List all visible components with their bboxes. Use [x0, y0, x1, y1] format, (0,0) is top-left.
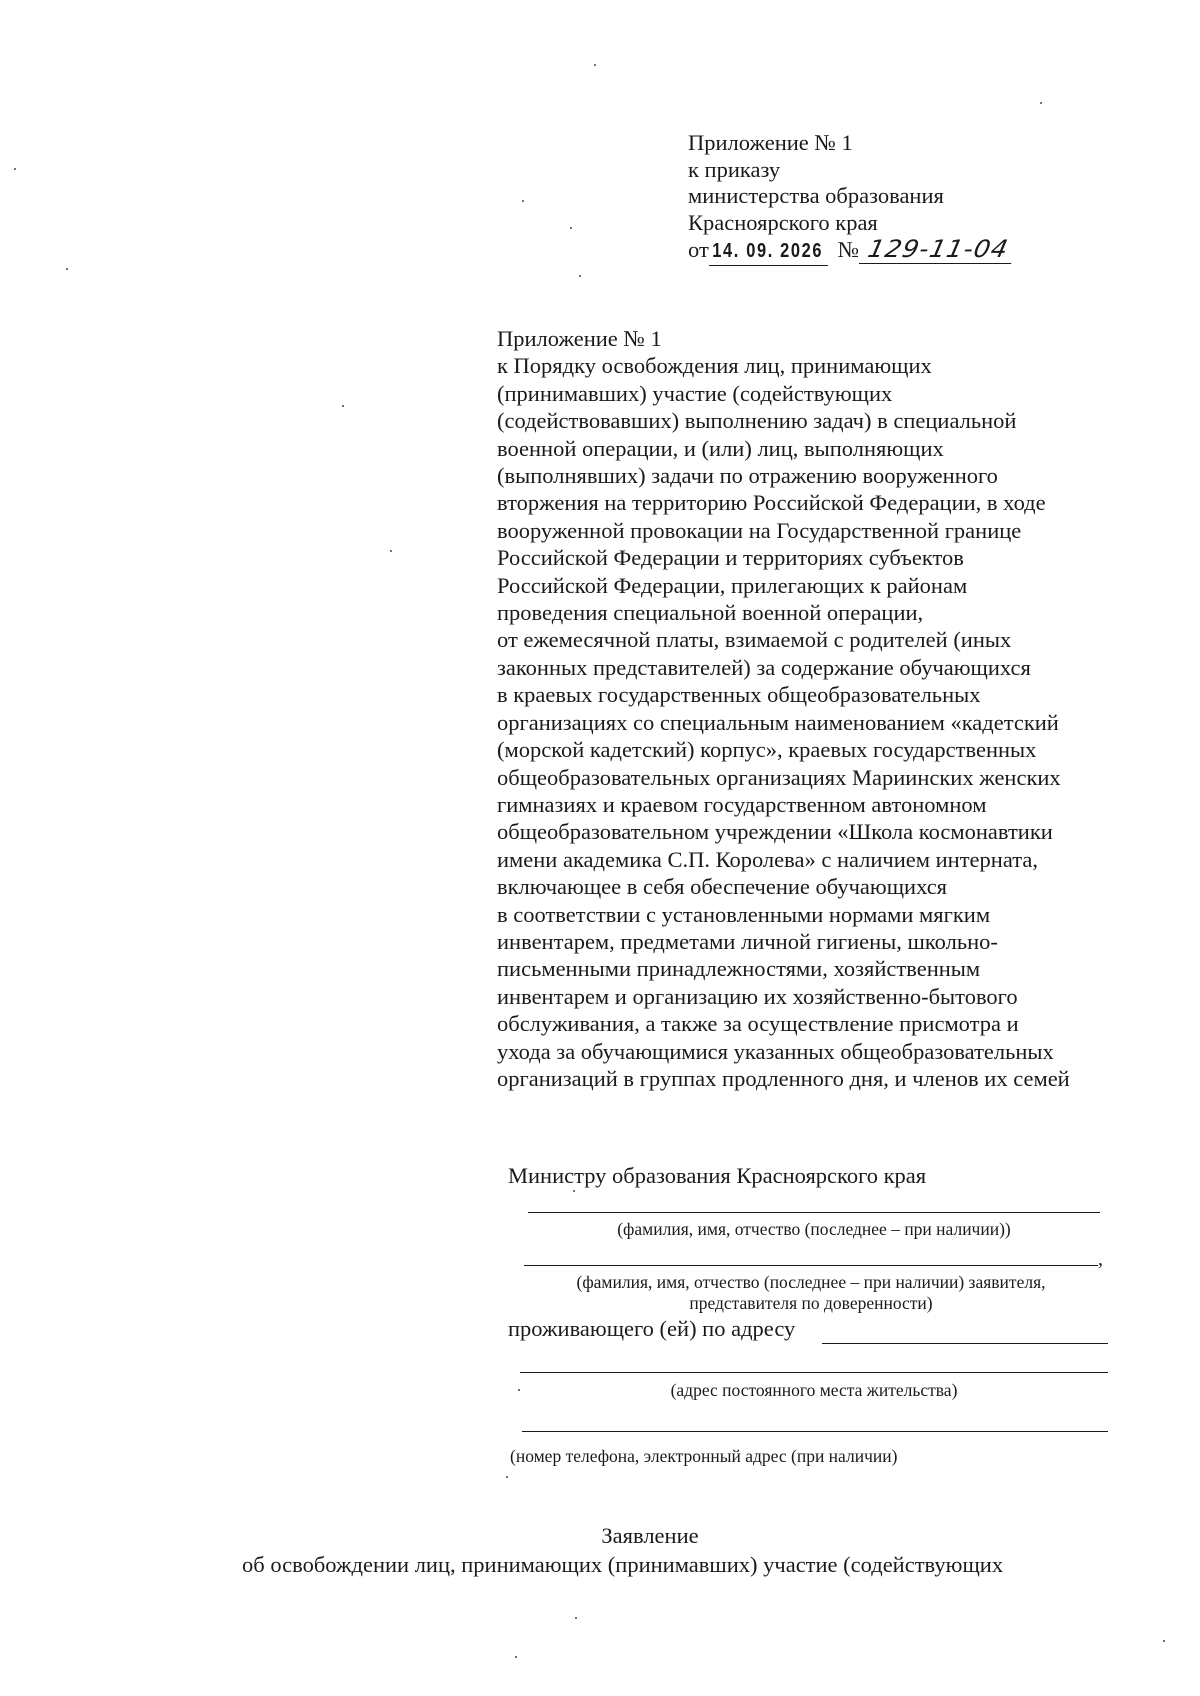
scan-speck	[594, 64, 596, 66]
procedure-appendix-line: к Порядку освобождения лиц, принимающих	[497, 353, 932, 379]
residence-rule-inline	[822, 1343, 1108, 1344]
procedure-appendix-line: Российской Федерации и территориях субъектов	[497, 545, 964, 571]
scan-speck	[390, 550, 392, 552]
procedure-appendix-line: инвентарем и организацию их хозяйственно-бытового	[497, 983, 1018, 1009]
scan-speck	[522, 200, 524, 202]
minister-name-rule	[528, 1212, 1100, 1213]
procedure-appendix-line: (принимавших) участие (содействующих	[497, 380, 893, 406]
procedure-appendix-line: в краевых государственных общеобразовательных	[497, 682, 981, 708]
procedure-appendix-line: вторжения на территорию Российской Федерации, в ходе	[497, 490, 1046, 516]
scan-speck	[1163, 1640, 1165, 1642]
procedure-appendix-block	[497, 325, 1137, 1092]
scan-speck	[66, 268, 68, 270]
applicant-comma: ,	[1098, 1248, 1103, 1270]
order-appendix-line: Приложение № 1	[688, 130, 853, 155]
scan-speck	[1040, 102, 1042, 104]
procedure-appendix-line: общеобразовательных организациях Мариинских женских	[497, 764, 1061, 790]
addressee-title: Министру образования Красноярского края	[508, 1163, 927, 1188]
order-number-handwritten: 129-11-04	[859, 236, 1017, 264]
phone-caption: (номер телефона, электронный адрес (при наличии)	[510, 1446, 898, 1466]
applicant-name-rule	[524, 1265, 1098, 1266]
procedure-appendix-line: (морской кадетский) корпус», краевых государственных	[497, 737, 1037, 763]
procedure-appendix-line: обслуживания, а также за осуществление присмотра и	[497, 1011, 1019, 1037]
procedure-appendix-line: (выполнявших) задачи по отражению вооруженного	[497, 463, 998, 489]
scan-speck	[14, 168, 16, 170]
order-appendix-line: Красноярского края	[688, 209, 878, 235]
procedure-appendix-line: законных представителей) за содержание обучающихся	[497, 654, 1031, 680]
procedure-appendix-line: организаций в группах продленного дня, и членов их семей	[497, 1065, 1070, 1091]
scan-speck	[518, 1389, 520, 1391]
procedure-appendix-line: организациях со специальным наименованием «кадетский	[497, 709, 1059, 735]
address-caption: (адрес постоянного места жительства)	[670, 1380, 958, 1400]
scan-speck	[515, 1656, 517, 1658]
address-rule	[520, 1372, 1108, 1373]
procedure-appendix-line: Приложение № 1	[497, 326, 662, 351]
statement-title: Заявление	[601, 1523, 699, 1548]
applicant-caption-line2: представителя по доверенности)	[689, 1293, 933, 1313]
procedure-appendix-line: вооруженной провокации на Государственной границе	[497, 517, 1022, 543]
statement-subtitle: об освобождении лиц, принимающих (принимавших) участие (содействующих	[242, 1552, 1004, 1577]
scan-speck	[342, 405, 344, 407]
procedure-appendix-line: инвентарем, предметами личной гигиены, школьно-	[497, 928, 998, 954]
procedure-appendix-line: от ежемесячной платы, взимаемой с родителей (иных	[497, 627, 1012, 653]
order-appendix-line: министерства образования	[688, 183, 944, 208]
scan-speck	[573, 1190, 575, 1192]
minister-name-caption: (фамилия, имя, отчество (последнее – при наличии))	[617, 1219, 1011, 1239]
order-appendix-block	[688, 130, 1108, 266]
procedure-appendix-line: общеобразовательном учреждении «Школа космонавтики	[497, 819, 1053, 845]
procedure-appendix-line: в соответствии с установленными нормами мягким	[497, 901, 991, 927]
procedure-appendix-line: (содействовавших) выполнению задач) в специальной	[497, 408, 1017, 434]
procedure-appendix-line: гимназиях и краевом государственном автономном	[497, 791, 987, 817]
procedure-appendix-line: военной операции, и (или) лиц, выполняющих	[497, 435, 944, 461]
scan-speck	[570, 227, 572, 229]
residence-label: проживающего (ей) по адресу	[508, 1316, 796, 1341]
scan-speck	[506, 1476, 508, 1478]
order-date-line	[688, 236, 1108, 266]
number-prefix: №	[837, 237, 860, 262]
date-prefix: от	[688, 237, 709, 262]
procedure-appendix-line: включающее в себя обеспечение обучающихся	[497, 874, 948, 900]
scan-speck	[575, 1617, 577, 1619]
procedure-appendix-line: ухода за обучающимися указанных общеобразовательных	[497, 1038, 1054, 1064]
phone-rule	[522, 1431, 1108, 1432]
scan-speck	[579, 275, 581, 277]
order-appendix-line: к приказу	[688, 156, 781, 182]
order-date-stamp: 14. 09. 2026	[709, 238, 828, 266]
procedure-appendix-line: имени академика С.П. Королева» с наличием интерната,	[497, 846, 1038, 872]
applicant-caption-line1: (фамилия, имя, отчество (последнее – при наличии) заявителя,	[576, 1272, 1046, 1292]
procedure-appendix-line: письменными принадлежностями, хозяйственным	[497, 956, 981, 982]
procedure-appendix-line: Российской Федерации, прилегающих к районам	[497, 572, 968, 598]
procedure-appendix-line: проведения специальной военной операции,	[497, 600, 924, 626]
